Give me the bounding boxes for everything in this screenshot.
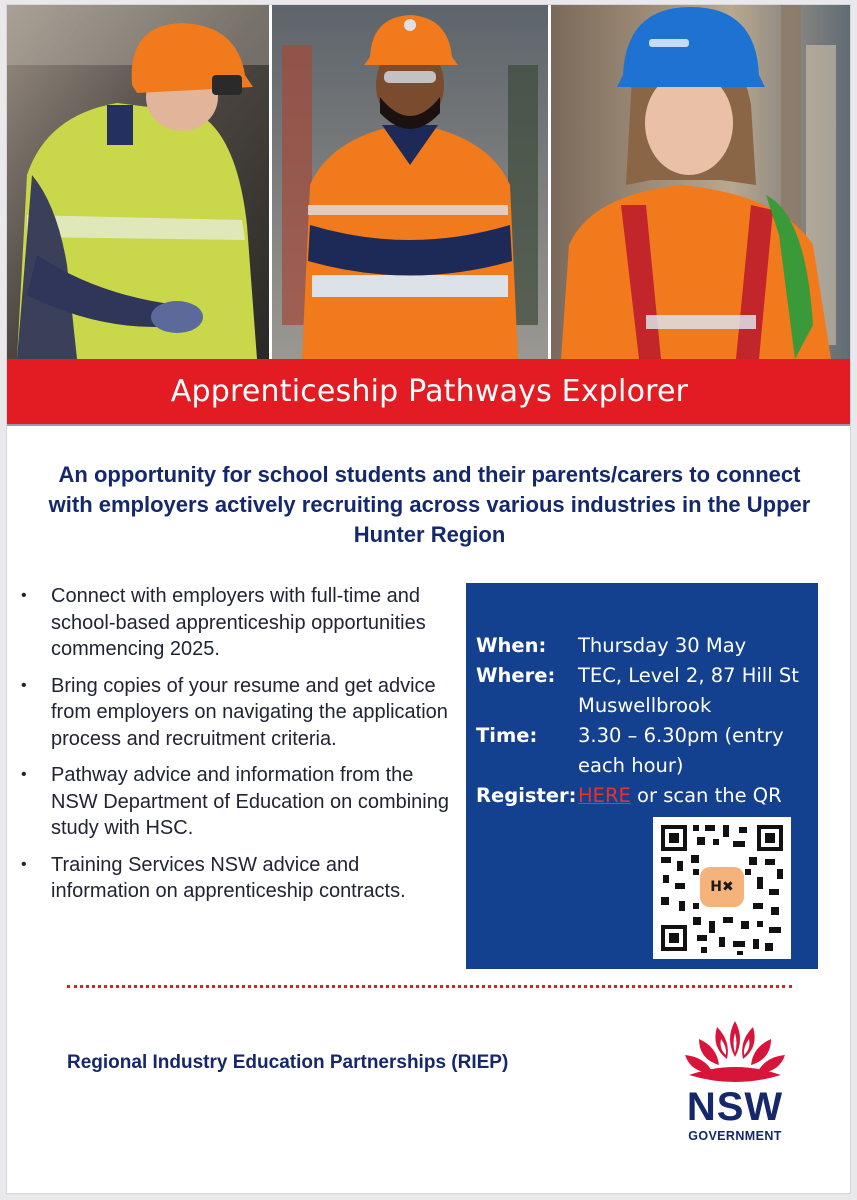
register-suffix: or scan the QR: [630, 784, 782, 807]
worker-photo-3: [551, 5, 851, 359]
time-value: 3.30 – 6.30pm (entry each hour): [578, 724, 784, 777]
title-banner: [7, 359, 851, 426]
bullet-icon: •: [21, 587, 27, 604]
intro-text: An opportunity for school students and their parents/carers to connect with employers actively recruiting across various industries in the Upper Hunter Region: [48, 462, 811, 547]
list-item: [17, 583, 462, 663]
worker-photo-1: [7, 5, 269, 359]
event-details-box: [466, 583, 818, 969]
page-title: Apprenticeship Pathways Explorer: [170, 374, 689, 409]
register-value: [578, 781, 814, 811]
when-value: Thursday 30 May: [578, 634, 747, 657]
time-label: Time:: [476, 724, 538, 747]
flyer-page: [6, 4, 851, 1194]
footer-text: Regional Industry Education Partnerships (RIEP): [67, 1052, 509, 1073]
register-link[interactable]: HERE: [578, 784, 631, 807]
dotted-divider: [67, 985, 792, 988]
register-label: Register:: [476, 784, 577, 807]
where-label: Where:: [476, 664, 556, 687]
photo-strip: [7, 5, 851, 359]
waratah-icon: [675, 1019, 795, 1087]
list-item-text: Connect with employers with full-time and school-based apprenticeship opportunities commencing 2025.: [51, 585, 426, 660]
bullet-icon: •: [21, 676, 27, 694]
list-item-text: Training Services NSW advice and information on apprenticeship contracts.: [51, 853, 406, 902]
bullet-icon: •: [21, 855, 27, 873]
list-item: [17, 762, 462, 842]
logo-government-text: GOVERNMENT: [688, 1129, 782, 1143]
logo-nsw-text: NSW: [686, 1085, 784, 1129]
when-label: When:: [476, 634, 547, 657]
where-value: TEC, Level 2, 87 Hill St Muswellbrook: [578, 664, 799, 717]
list-item-text: Pathway advice and information from the NSW Department of Education on combining study with HSC.: [51, 764, 449, 839]
worker-photo-2: [272, 5, 548, 359]
list-item: [17, 673, 462, 753]
list-item: [17, 852, 462, 905]
bullet-icon: •: [21, 766, 27, 783]
benefit-list: [17, 583, 462, 915]
qr-code[interactable]: [653, 817, 791, 959]
qr-logo-text: H✖: [710, 879, 734, 895]
nsw-government-logo: [675, 1019, 795, 1149]
list-item-text: Bring copies of your resume and get advice from employers on navigating the application process and recruitment criteria.: [51, 674, 448, 750]
